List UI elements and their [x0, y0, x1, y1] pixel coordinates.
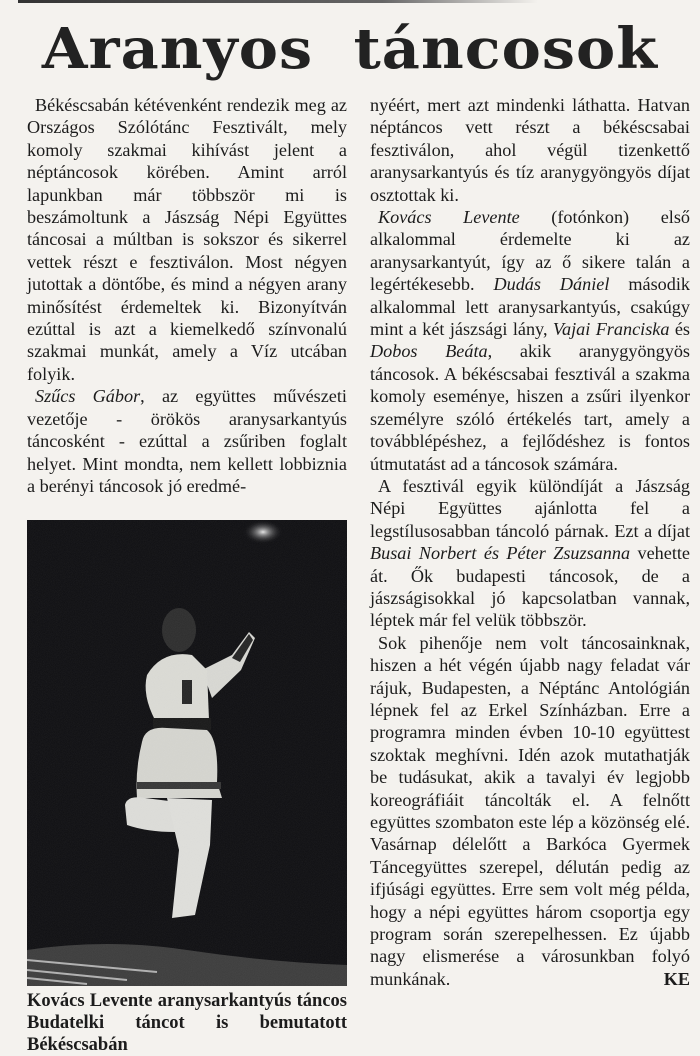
paragraph-intro: Békéscsabán kétévenként rendezik meg az Országos Szólótánc Fesztivált, mely komoly szakmai kihívást jelent a néptáncosok körében. Amint arról lapunkban már többször mi is beszámoltunk a Jászság Népi Együttes táncosai a múltban is sokszor és sikerrel vettek részt e fesztiválon. Most négyen jutottak a döntőbe, és mind a négyen arany minősítést érdemeltek ki. Bizonyítván ezúttal is azt a kiemelkedő színvonalú szakmai munkát, amely a Víz utcában folyik. [27, 95, 347, 384]
person-names: Busai Norbert és Péter Zsuzsanna [370, 543, 631, 564]
paragraph-text: , az együttes művészeti vezetője - örökös aranysarkantyús táncosként - ezúttal a zsűriben foglalt helyet. Mint mondta, nem kellett lobbiznia a berényi táncosok jó eredmé- [27, 386, 347, 496]
paragraph-text: vehette át. Ők budapesti táncosok, de a jászságisokkal jó kapcsolatban vannak, léptek már fel velük többször. [370, 543, 690, 631]
paragraph-text: (fotónkon) első alkalommal érdemelte ki az aranysarkantyút, így az ő sikere talán a legértékesebb. [370, 207, 690, 295]
paragraph-results: nyéért, mert azt mindenki láthatta. Hatvan néptáncos vett részt a békéscsabai fesztiválon, ahol végül tizenkettő aranysarkantyús és tíz aranygyöngyös díjat osztottak ki. [370, 95, 690, 205]
top-rule [18, 0, 538, 3]
dancer-photo [27, 520, 347, 986]
paragraph-jury [27, 385, 347, 497]
person-name: Dobos Beáta [370, 341, 488, 362]
paragraph-special-prize [370, 475, 690, 632]
photo-caption: Kovács Levente aranysarkantyús táncos Budatelki táncot is bemutatott Békéscsabán [27, 991, 347, 1055]
paragraph-winners [370, 206, 690, 475]
paragraph-text: , akik aranygyöngyös táncosok. A békéscsabai fesztivál a szakma komoly eseménye, hiszen a zsűri ilyenkor személyre szóló értékelés tart, amely a továbblépéshez, a fejlődéshez is fontos útmutatást ad a táncosok számára. [370, 341, 691, 474]
article-headline: Aranyos táncosok [41, 16, 659, 82]
person-name: Szűcs Gábor [35, 386, 141, 407]
person-name: Vajai Franciska [552, 319, 670, 340]
paragraph-text: Sok pihenője nem volt táncosainknak, hiszen a hét végén újabb nagy feladat vár rájuk, Budapesten, a Néptánc Antológián lépnek fel az Erkel Színházban. Erre a programra minden évben 10-10 együttest szoktak meghívni. Idén azok mutathatják be tudásukat, akik a tavalyi év legjobb koreográfiáit táncolták el. A felnőtt együttes szombaton este lép a közönség elé. Vasárnap délelőtt a Barkóca Gyermek Táncegyüttes szerepel, délután pedig az ifjúsági együttes. Erre sem volt még példa, hogy a népi együttes három csoportja egy program során szerepelhessen. Ez újabb nagy elismerése a városunkban folyó munkának. [370, 632, 690, 989]
paragraph-text: A fesztivál egyik különdíját a Jászság Népi Együttes ajánlotta fel a legstílusosabban táncoló párnak. Ezt a díjat [370, 475, 690, 541]
person-name: Kovács Levente [378, 207, 520, 228]
paragraph-anthology [370, 632, 690, 991]
right-column [370, 94, 690, 990]
paragraph-text: és [669, 319, 691, 340]
paragraph-text: második alkalommal lett aranysarkantyús, csakúgy mint a két jászsági lány, [370, 274, 690, 340]
left-column [27, 94, 347, 497]
author-signature: KE [663, 968, 690, 989]
dancer-illustration [27, 520, 347, 986]
person-name: Dudás Dániel [493, 274, 610, 295]
